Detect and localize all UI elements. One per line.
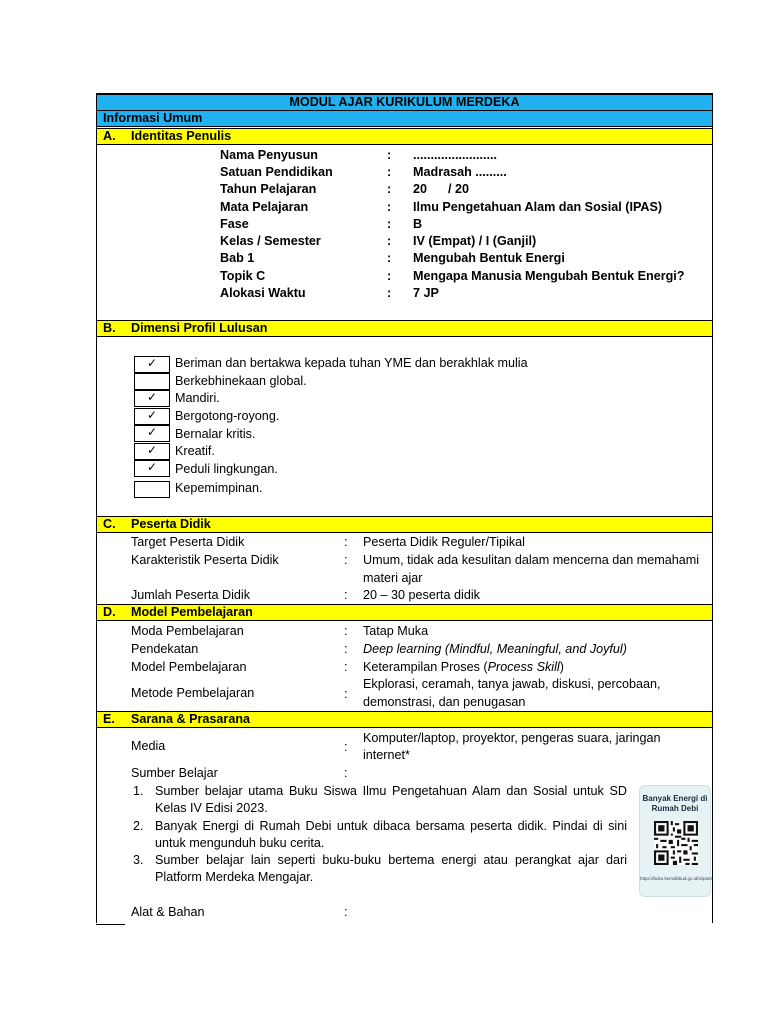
- section-d-letter: D.: [103, 605, 116, 619]
- media-label: Media: [131, 739, 166, 753]
- model-value-c: ): [559, 660, 564, 674]
- jumlah-label: Jumlah Peserta Didik: [131, 588, 250, 602]
- checkbox[interactable]: ✓: [134, 408, 170, 425]
- jumlah-value: 20 – 30 peserta didik: [363, 588, 480, 602]
- checklist-label: Peduli lingkungan.: [175, 462, 278, 476]
- moda-value: Tatap Muka: [363, 624, 429, 638]
- list-number: 1.: [133, 784, 144, 798]
- section-c-letter: C.: [103, 517, 116, 531]
- karakteristik-colon: :: [344, 553, 348, 567]
- row-colon: :: [387, 234, 392, 248]
- checkbox[interactable]: ✓: [134, 425, 170, 442]
- karakteristik-value: Umum, tidak ada kesulitan dalam mencerna dan memahami: [363, 553, 699, 567]
- row-label: Fase: [220, 217, 249, 231]
- media-colon: :: [344, 740, 348, 754]
- list-item-cont: Kelas IV Edisi 2023.: [155, 801, 268, 815]
- section-b-header: [97, 320, 712, 337]
- model-value: [363, 659, 564, 676]
- row-label: Nama Penyusun: [220, 148, 318, 162]
- info-umum-label: Informasi Umum: [103, 111, 203, 125]
- qr-card-title: Banyak Energi di Rumah Debi: [642, 794, 708, 813]
- target-value: Peserta Didik Reguler/Tipikal: [363, 535, 525, 549]
- pendekatan-label: Pendekatan: [131, 642, 199, 656]
- metode-colon: :: [344, 687, 348, 701]
- sumber-colon: :: [344, 766, 348, 780]
- row-value: 7 JP: [413, 286, 439, 300]
- metode-label: Metode Pembelajaran: [131, 686, 255, 700]
- section-c-title: Peserta Didik: [131, 517, 211, 531]
- qr-card-url: https://buku.kemdikbud.go.id/s/ipas4: [640, 876, 713, 881]
- metode-value: Ekplorasi, ceramah, tanya jawab, diskusi, percobaan,: [363, 677, 661, 691]
- row-value: Ilmu Pengetahuan Alam dan Sosial (IPAS): [413, 200, 663, 214]
- list-item-cont: Platform Merdeka Mengajar.: [155, 870, 314, 884]
- pendekatan-value: Deep learning (Mindful, Meaningful, and Joyful): [363, 642, 627, 656]
- karakteristik-value-cont: materi ajar: [363, 571, 423, 585]
- row-colon: :: [387, 269, 392, 283]
- checklist-label: Mandiri.: [175, 391, 220, 405]
- list-item: Sumber belajar utama Buku Siswa Ilmu Pengetahuan Alam dan Sosial untuk SD: [155, 784, 627, 798]
- section-d-header: [97, 604, 712, 621]
- checkbox[interactable]: ✓: [134, 443, 170, 460]
- row-colon: :: [387, 165, 392, 179]
- list-number: 2.: [133, 819, 144, 833]
- checklist-label: Kepemimpinan.: [175, 481, 263, 495]
- checkbox[interactable]: ✓: [134, 460, 170, 477]
- row-value: Madrasah .........: [413, 165, 507, 179]
- row-value: 20 / 20: [413, 182, 470, 196]
- row-colon: :: [387, 217, 392, 231]
- row-value: Mengubah Bentuk Energi: [413, 251, 565, 265]
- row-colon: :: [387, 182, 392, 196]
- section-e-letter: E.: [103, 712, 115, 726]
- row-colon: :: [387, 148, 392, 162]
- karakteristik-label: Karakteristik Peserta Didik: [131, 553, 279, 567]
- row-label: Alokasi Waktu: [220, 286, 306, 300]
- list-item: Banyak Energi di Rumah Debi untuk dibaca bersama peserta didik. Pindai di sini: [155, 819, 627, 833]
- checklist-label: Berkebhinekaan global.: [175, 374, 307, 388]
- sumber-label: Sumber Belajar: [131, 766, 218, 780]
- media-value-cont: internet*: [363, 748, 410, 762]
- list-item: Sumber belajar lain seperti buku-buku bertema energi atau perangkat ajar dari: [155, 853, 627, 867]
- section-a-header: [97, 128, 712, 145]
- model-colon: :: [344, 660, 348, 674]
- metode-value-cont: demonstrasi, dan penugasan: [363, 695, 526, 709]
- qr-code-icon: [654, 821, 698, 865]
- qr-code-card[interactable]: [639, 785, 711, 897]
- table-bottom-edge: [96, 924, 125, 925]
- model-label: Model Pembelajaran: [131, 660, 247, 674]
- row-label: Kelas / Semester: [220, 234, 321, 248]
- checkbox[interactable]: ✓: [134, 356, 170, 373]
- checkbox[interactable]: [134, 481, 170, 498]
- pendekatan-colon: :: [344, 642, 348, 656]
- checkbox[interactable]: ✓: [134, 390, 170, 407]
- jumlah-colon: :: [344, 588, 348, 602]
- list-item-cont: untuk mengunduh buku cerita.: [155, 836, 325, 850]
- model-value-b: Process Skill: [487, 660, 560, 674]
- checklist-label: Bergotong-royong.: [175, 409, 280, 423]
- section-e-title: Sarana & Prasarana: [131, 712, 251, 726]
- section-c-header: [97, 516, 712, 533]
- checklist-label: Kreatif.: [175, 444, 215, 458]
- row-value: B: [413, 217, 423, 231]
- row-value: IV (Empat) / I (Ganjil): [413, 234, 537, 248]
- target-label: Target Peserta Didik: [131, 535, 245, 549]
- row-colon: :: [387, 286, 392, 300]
- module-title-bar: [97, 94, 712, 111]
- module-document: [96, 93, 713, 923]
- checklist-label: Beriman dan bertakwa kepada tuhan YME dan berakhlak mulia: [175, 356, 528, 370]
- checkbox[interactable]: [134, 373, 170, 390]
- section-e-header: [97, 711, 712, 728]
- row-value: ........................: [413, 148, 497, 162]
- checklist-label: Bernalar kritis.: [175, 427, 256, 441]
- row-label: Tahun Pelajaran: [220, 182, 317, 196]
- section-b-letter: B.: [103, 321, 116, 335]
- row-colon: :: [387, 251, 392, 265]
- row-label: Satuan Pendidikan: [220, 165, 333, 179]
- section-b-title: Dimensi Profil Lulusan: [131, 321, 268, 335]
- target-colon: :: [344, 535, 348, 549]
- moda-label: Moda Pembelajaran: [131, 624, 244, 638]
- section-d-title: Model Pembelajaran: [131, 605, 253, 619]
- alat-bahan-label: Alat & Bahan: [131, 905, 205, 919]
- row-label: Mata Pelajaran: [220, 200, 309, 214]
- row-label: Topik C: [220, 269, 266, 283]
- row-label: Bab 1: [220, 251, 255, 265]
- section-a-title: Identitas Penulis: [131, 129, 232, 143]
- alat-bahan-colon: :: [344, 905, 348, 919]
- module-title: MODUL AJAR KURIKULUM MERDEKA: [289, 95, 520, 109]
- model-value-a: Keterampilan Proses (: [363, 660, 488, 674]
- row-value: Mengapa Manusia Mengubah Bentuk Energi?: [413, 269, 685, 283]
- section-a-letter: A.: [103, 129, 116, 143]
- media-value: Komputer/laptop, proyektor, pengeras suara, jaringan: [363, 731, 661, 745]
- info-umum-bar: [97, 110, 712, 127]
- moda-colon: :: [344, 624, 348, 638]
- list-number: 3.: [133, 853, 144, 867]
- row-colon: :: [387, 200, 392, 214]
